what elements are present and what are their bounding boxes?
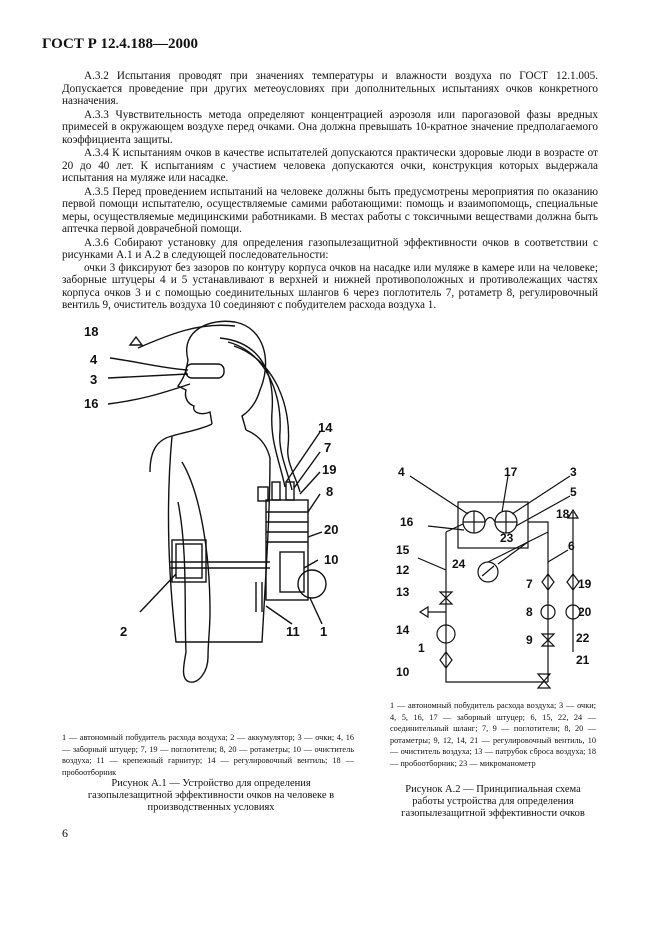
fig2-label-19: 19	[578, 577, 592, 591]
fig1-label-14: 14	[318, 420, 333, 435]
fig2-label-15: 15	[396, 543, 410, 557]
fig2-label-4: 4	[398, 465, 405, 479]
fig2-label-20: 20	[578, 605, 592, 619]
figure-a2-drawing	[388, 462, 596, 700]
fig1-label-4: 4	[90, 352, 98, 367]
fig2-label-7: 7	[526, 577, 533, 591]
fig1-label-10: 10	[324, 552, 339, 567]
fig1-label-3: 3	[90, 372, 98, 387]
fig1-label-7: 7	[324, 440, 332, 455]
fig1-label-2: 2	[120, 624, 128, 639]
figure-a1-caption: Рисунок А.1 — Устройство для определения газопылезащитной эффективности очков на человеке в производственных условиях	[87, 778, 335, 813]
figure-a2-legend: 1 — автономный побудитель расхода воздуха; 3 — очки; 4, 5, 16, 17 — заборный штуцер; 6, 15, 22, 24 — соединительный шланг; 7, 9 — поглотители; 8, 20 — ротаметры; 9, 12, 14, 21 — регулировочный вентиль, 10 — очиститель воздуха; 13 — патрубок сброса воздуха; 18 — пробоотборник; 23 — микроманометр	[390, 701, 596, 768]
body-text	[62, 70, 598, 312]
fig1-label-18: 18	[84, 324, 99, 339]
paragraph-a32: А.3.2 Испытания проводят при значениях температуры и влажности воздуха по ГОСТ 12.1.005. Допускается проведение при других метеоусловиях при дополнительных испытаниях очков конкретного назначения.	[62, 70, 598, 107]
fig2-label-17: 17	[504, 465, 518, 479]
fig2-label-21: 21	[576, 653, 590, 667]
fig2-label-24: 24	[452, 557, 466, 571]
fig1-label-16: 16	[84, 396, 99, 411]
paragraph-assembly: очки 3 фиксируют без зазоров по контуру корпуса очков на насадке или муляже в камере или на человеке; заборные штуцеры 4 и 5 устанавливают в верхней и нижней противоположных и противолежащих частях корпуса очков 3 и с помощью соединительных шлангов 6 через поглотитель 7, ротаметр 8, регулировочный вентиль 9, очиститель воздуха 10 соединяют с побудителем расхода воздуха 1.	[62, 261, 598, 311]
fig1-label-1: 1	[320, 624, 328, 639]
figure-a1-legend: 1 — автономный побудитель расхода воздуха; 2 — аккумулятор; 3 — очки; 4, 16 — заборный штуцер; 7, 19 — поглотители; 8, 20 — ротаметры; 10 — очиститель воздуха; 11 — крепежный гарнитур; 14 — регулировочный вентиль; 18 — пробоотборник	[62, 733, 354, 777]
fig2-label-10: 10	[396, 665, 410, 679]
fig2-label-8: 8	[526, 605, 533, 619]
fig1-label-20: 20	[324, 522, 339, 537]
fig2-label-1: 1	[418, 641, 425, 655]
figure-a2-caption: Рисунок А.2 — Принципиальная схема работы устройства для определения газопылезащитной эффективности очков	[401, 784, 585, 819]
running-header: ГОСТ Р 12.4.188—2000	[42, 36, 199, 52]
fig1-label-11: 11	[286, 624, 300, 639]
fig2-label-13: 13	[396, 585, 410, 599]
fig1-label-19: 19	[322, 462, 337, 477]
fig2-label-16: 16	[400, 515, 414, 529]
paragraph-a33: А.3.3 Чувствительность метода определяют концентрацией аэрозоля или парогазовой фазы вредных примесей в окружающем воздухе перед очками. Она должна превышать 10-кратное значение предполагаемого коэффициента защиты.	[62, 108, 598, 146]
fig2-label-23: 23	[500, 531, 514, 545]
page-number: 6	[62, 826, 68, 840]
paragraph-a36: А.3.6 Собирают установку для определения газопылезащитной эффективности очков в соответствии с рисунками А.1 и А.2 в следующей последовательности:	[62, 236, 598, 261]
fig2-label-22: 22	[576, 631, 590, 645]
fig2-label-5: 5	[570, 485, 577, 499]
fig1-label-8: 8	[326, 484, 334, 499]
paragraph-a35: А.3.5 Перед проведением испытаний на человеке должны быть предусмотрены мероприятия по оказанию первой помощи испытателю, осуществляемые самими работающими: помощь и взаимопомощь, специальные меры, осуществляемые медицинскими работниками. В местах работы с токсичными веществами должна быть аптечка первой доврачебной помощи.	[62, 185, 598, 235]
fig2-label-12: 12	[396, 563, 410, 577]
fig2-label-3: 3	[570, 465, 577, 479]
paragraph-a34: А.3.4 К испытаниям очков в качестве испытателей допускаются практически здоровые люди в возрасте от 20 до 40 лет. К испытаниям с участием человека допускаются очки, конструкция которых выдержала испытания на муляже или насадке.	[62, 147, 598, 184]
fig2-label-9: 9	[526, 633, 533, 647]
fig2-label-18: 18	[556, 507, 570, 521]
fig2-label-14: 14	[396, 623, 410, 637]
fig2-label-6: 6	[568, 539, 575, 553]
figure-a1-drawing	[60, 312, 360, 722]
